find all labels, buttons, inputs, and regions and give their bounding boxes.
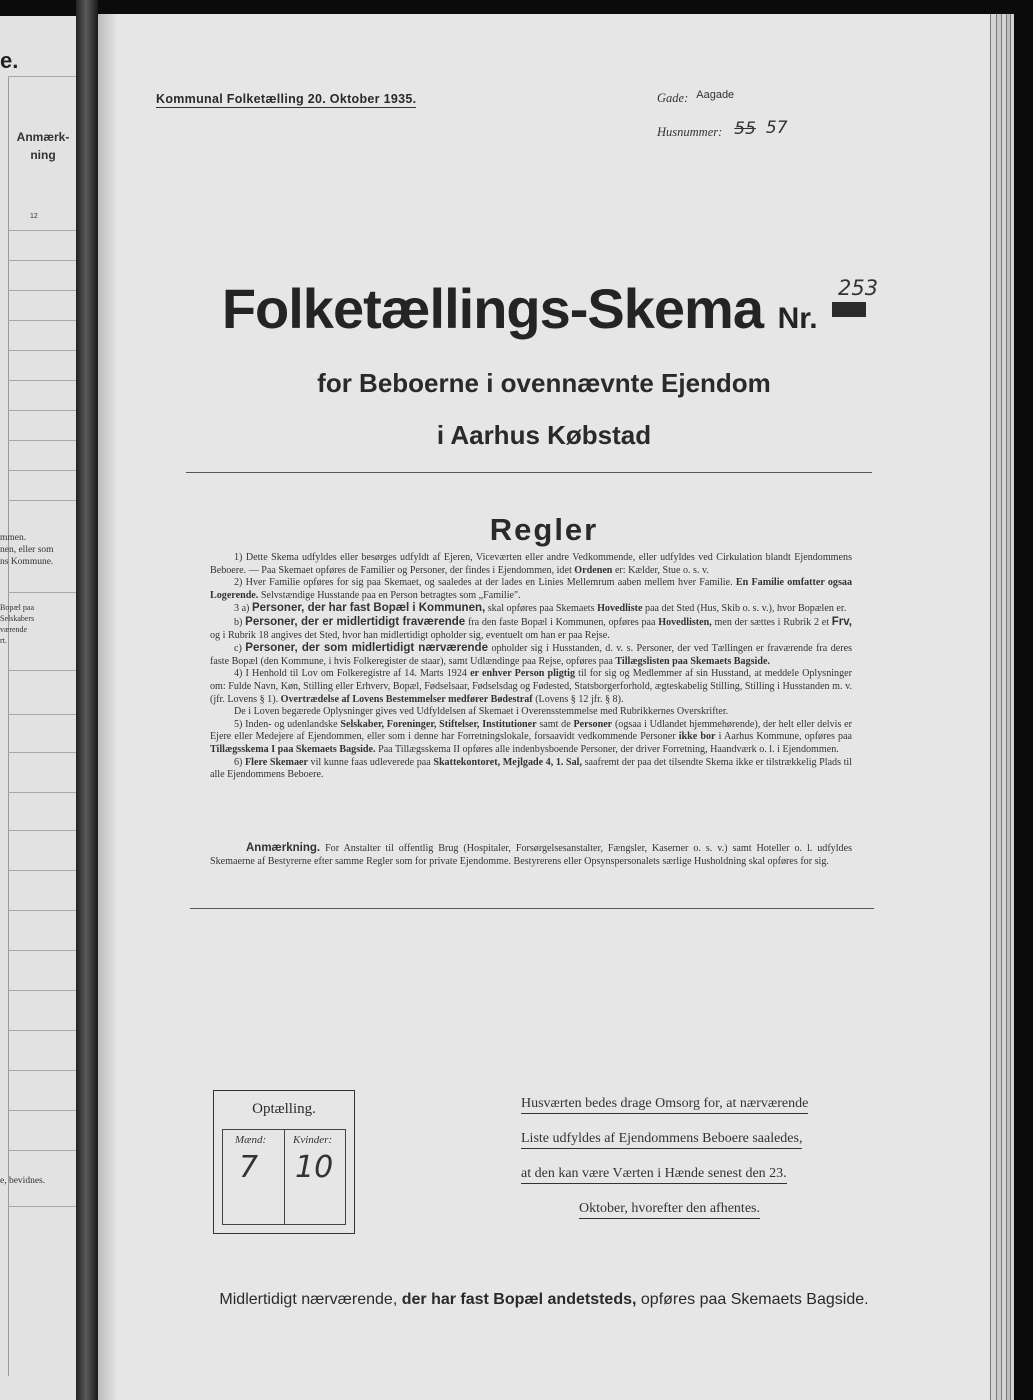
rule-5: 5) Inden- og udenlandske Selskaber, Foreninger, Stiftelser, Institutioner samt de Personer (ogsaa i Udlandet hjemmehørende), der helt eller delvis er Ejere eller Medejere af Ejendommen, eller som i denne har Forretningslokale, forsaavidt vedkommende Personer ikke bor i Aarhus Kommune, opføres paa Tillægsskema I paa Skemaets Bagside. Paa Tillægsskema II opføres alle indenbysboende Personer, der driver Forretning, Haandværk o. l. i Ejendommen. — [210, 718, 853, 755]
men-label: Mænd: — [235, 1134, 267, 1146]
page-shadow — [98, 14, 118, 1400]
count-divider — [284, 1130, 285, 1224]
divider-line — [190, 908, 874, 909]
count-box — [213, 1090, 355, 1234]
host-notice-line: at den kan være Værten i Hænde senest den 23. — [521, 1166, 787, 1184]
left-page-rule — [8, 1070, 76, 1071]
left-page-column-header: Anmærk- ning — [16, 130, 70, 162]
left-page-rule — [8, 260, 76, 261]
left-page-rule — [8, 950, 76, 951]
host-notice-line: Husværten bedes drage Omsorg for, at nærværende — [521, 1096, 808, 1114]
footer-pre: Midlertidigt nærværende, — [219, 1291, 398, 1308]
note-text: For Anstalter til offentlig Brug (Hospitaler, Forsørgelsesanstalter, Fængsler, Kaserner o. s. v.) samt Hoteller o. l. udfyldes Skemaerne af Bestyrerne efter samme Regler som for private Ejendomme. Bestyrerens eller Opsynspersonalets særlige Husholdning skal opføres for sig. — [210, 843, 852, 867]
husnummer-struck-value: 55 — [734, 119, 756, 139]
rule-3a: 3 a) Personer, der har fast Bopæl i Kommunen, skal opføres paa Skemaets Hovedliste paa det Sted (Hus, Skib o. s. v.), hvor Bopælen er. — [234, 602, 847, 615]
left-page-line: ns Kommune. — [0, 557, 54, 567]
left-page-rule — [8, 1110, 76, 1111]
left-page-rule — [8, 350, 76, 351]
left-page-rule — [8, 76, 76, 77]
left-page-line: værende — [0, 625, 28, 634]
left-page-rule — [8, 470, 76, 471]
left-page-line: Selskabers — [0, 614, 35, 623]
rules-heading: Regler — [489, 512, 599, 547]
left-page-fragment-text — [0, 602, 34, 646]
women-label: Kvinder: — [293, 1134, 333, 1146]
left-page-line: mmen. — [0, 533, 27, 543]
left-page-rule — [8, 752, 76, 753]
left-page-rule — [8, 910, 76, 911]
host-notice-line: Liste udfyldes af Ejendommens Beboere saaledes, — [521, 1131, 802, 1149]
men-count: 7 — [239, 1150, 259, 1185]
rules-text — [210, 552, 852, 782]
left-page-rule — [8, 714, 76, 715]
rule-4: 4) I Henhold til Lov om Folkeregistre af 14. Marts 1924 er enhver Person pligtig til for sig og Medlemmer af sin Husstand, at meddele Oplysninger om: Fulde Navn, Køn, Stilling eller Erhverv, Bopæl, Fødselsaar, Fødselsdag og Fødested, Statsborgerforhold, ægteskabelig Stilling, Stilling i Husstanden m. v. (jfr. Lovens § 1). Overtrædelse af Lovens Bestemmelser medfører Bødestraf (Lovens § 12 jfr. § 8). — [210, 668, 852, 705]
left-page-rule — [8, 320, 76, 321]
footer-bold: der har fast Bopæl andetsteds, — [401, 1291, 637, 1308]
left-page-rule — [8, 410, 76, 411]
rule-2: 2) Hver Familie opføres for sig paa Skemaet, og saaledes at der lades en Linies Mellemrum aaben mellem hver Familie. En Familie omfatter ogsaa Logerende. Selvstændige Husstande paa en Person betragtes som „Familie". — [210, 577, 852, 601]
rule-6: 6) Flere Skemaer vil kunne faas udleverede paa Skattekontoret, Mejlgade 4, 1. Sal, saafremt der paa det tilsendte Skema ikke er tilstrækkelig Plads til alle Ejendommens Beboere. — [210, 756, 853, 781]
left-page-rule — [8, 1030, 76, 1031]
host-notice-line: Oktober, hvorefter den afhentes. — [579, 1201, 760, 1219]
gade-label: Gade: — [657, 91, 689, 105]
gade-field — [657, 89, 734, 107]
left-page-rule — [8, 830, 76, 831]
left-page-rule — [8, 290, 76, 291]
left-page-line: Bopæl paa — [0, 603, 34, 612]
left-page-rule — [8, 440, 76, 441]
book-gutter — [76, 0, 98, 1400]
women-count: 10 — [295, 1150, 334, 1185]
left-page-rule — [8, 870, 76, 871]
note-section — [210, 842, 852, 868]
left-page-rule — [8, 1150, 76, 1151]
left-page-rule — [8, 670, 76, 671]
left-page-rule — [8, 500, 76, 501]
rule-3c: c) Personer, der som midlertidigt nærværende opholder sig i Husstanden, d. v. s. Personer, der ved Tællingen er fraværende fra deres faste Bopæl (den Kommune, i hvis Folkeregister de staar), samt Udlændinge paa Rejse, opføres paa Tillægslisten paa Skemaets Bagside. — [210, 642, 853, 667]
ink-blot — [832, 302, 866, 317]
left-page-rule — [8, 380, 76, 381]
left-page-rule — [8, 230, 76, 231]
left-page-rule — [8, 592, 76, 593]
left-page-rule — [8, 990, 76, 991]
note-label: Anmærkning. — [246, 842, 321, 854]
left-page-rule — [8, 1206, 76, 1207]
count-title: Optælling. — [252, 1101, 316, 1117]
form-title-text: Folketællings-Skema — [221, 277, 763, 340]
form-nr-value: 253 — [838, 276, 879, 300]
form-subtitle-2: i Aarhus Købstad — [436, 420, 652, 450]
husnummer-value: 57 — [765, 118, 788, 138]
left-page-fragment-text: e, bevidnes. — [0, 1176, 46, 1186]
gade-value: Aagade — [696, 89, 735, 101]
divider-line — [186, 472, 872, 473]
rule-3b: b) Personer, der er midlertidigt fraværende fra den faste Bopæl i Kommunen, opføres paa Hovedlisten, men der sættes i Rubrik 2 et Frv, og i Rubrik 18 angives det Sted, hvor han midlertidigt opholder sig, eventuelt om han er paa Rejse. — [210, 615, 853, 641]
left-page-fragment-text — [0, 532, 54, 568]
left-page-column-number: 12 — [30, 213, 38, 220]
background-edge — [1014, 0, 1033, 1400]
left-page-rule — [8, 792, 76, 793]
left-page-line: rt. — [0, 636, 7, 645]
footer-text — [98, 1291, 990, 1309]
form-nr-label: Nr. — [777, 302, 818, 335]
count-table — [222, 1129, 346, 1225]
form-subtitle-1: for Beboerne i ovennævnte Ejendom — [317, 368, 771, 398]
rule-4b: De i Loven begærede Oplysninger gives ved Udfyldelsen af Skemaet i Overensstemmelse med Rubrikkernes Overskrifter. — [234, 706, 729, 718]
rule-1: 1) Dette Skema udfyldes eller besørges udfyldt af Ejeren, Viceværten eller andre Vedkommende, eller udfyldes ved Cirkulation blandt Ejendommens Beboere. — Paa Skemaet opføres de Familier og Personer, der findes i Ejendommen, idet Ordenen er: Kælder, Stue o. s. v. — [210, 552, 852, 576]
husnummer-field — [657, 118, 788, 141]
husnummer-label: Husnummer: — [657, 125, 723, 139]
footer-post: opføres paa Skemaets Bagside. — [640, 1291, 869, 1308]
left-page-corner-text: e. — [0, 48, 19, 73]
census-header-title: Kommunal Folketælling 20. Oktober 1935. — [156, 92, 417, 106]
left-page-fragment — [0, 16, 76, 1400]
left-page-line: nen, eller som — [0, 545, 54, 555]
